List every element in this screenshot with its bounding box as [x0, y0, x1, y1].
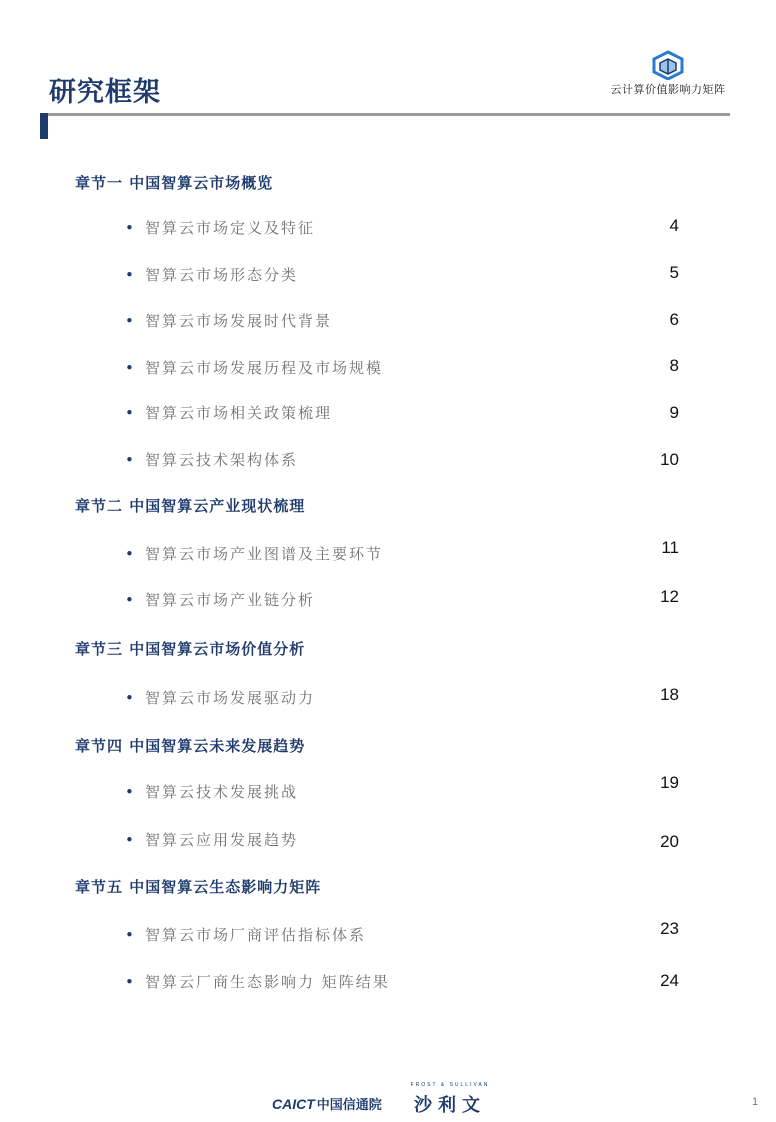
toc-item-page: 18 — [660, 685, 679, 704]
bullet-icon: • — [125, 219, 134, 237]
toc-item-label: 智算云市场厂商评估指标体系 — [145, 926, 367, 944]
page-title: 研究框架 — [49, 77, 161, 108]
toc-item[interactable] — [125, 919, 685, 949]
toc-item[interactable] — [125, 587, 685, 614]
bullet-icon: • — [125, 312, 134, 330]
toc-item-label: 智算云市场形态分类 — [145, 266, 299, 284]
caict-logo-zh: 中国信通院 — [316, 1097, 382, 1112]
toc-item-page: 20 — [660, 832, 679, 851]
toc-item-label: 智算云市场发展历程及市场规模 — [145, 359, 384, 377]
toc-item-page: 6 — [669, 310, 679, 329]
toc-item-page: 19 — [660, 773, 679, 792]
toc-item-page: 24 — [660, 971, 679, 990]
bullet-icon: • — [125, 359, 134, 377]
header-divider — [44, 113, 730, 116]
frost-sullivan-logo-zh: 沙利文 — [414, 1095, 486, 1116]
toc-item-label: 智算云技术发展挑战 — [145, 783, 299, 801]
toc-item[interactable] — [125, 218, 685, 242]
header-accent-bar — [40, 113, 48, 139]
frost-sullivan-logo-en: FROST & SULLIVAN — [410, 1082, 490, 1088]
toc-item-page: 4 — [669, 216, 679, 235]
toc-item-page: 23 — [660, 919, 679, 938]
toc-item[interactable] — [125, 830, 685, 854]
toc-item-label: 智算云市场定义及特征 — [145, 219, 316, 237]
toc-item-page: 10 — [660, 450, 679, 469]
toc-item[interactable] — [125, 538, 685, 568]
toc-item[interactable] — [125, 450, 685, 474]
bullet-icon: • — [125, 266, 134, 284]
toc-item[interactable] — [125, 358, 685, 382]
toc-item[interactable] — [125, 972, 685, 996]
chapter-3-title[interactable]: 章节三 中国智算云市场价值分析 — [75, 640, 306, 658]
cube-logo-icon — [651, 50, 685, 80]
chapter-5-title[interactable]: 章节五 中国智算云生态影响力矩阵 — [75, 878, 322, 896]
toc-item-page: 8 — [669, 356, 679, 375]
toc-item[interactable] — [125, 403, 685, 427]
toc-item[interactable] — [125, 311, 685, 335]
toc-item-page: 9 — [669, 403, 679, 422]
chapter-1-title[interactable]: 章节一 中国智算云市场概览 — [75, 174, 274, 192]
frost-sullivan-logo — [404, 1082, 496, 1117]
caict-logo — [272, 1094, 382, 1114]
bullet-icon: • — [125, 689, 134, 707]
toc-item-label: 智算云技术架构体系 — [145, 451, 299, 469]
toc-item-label: 智算云市场发展时代背景 — [145, 312, 333, 330]
bullet-icon: • — [125, 545, 134, 563]
toc-item-page: 12 — [660, 587, 679, 606]
chapter-2-title[interactable]: 章节二 中国智算云产业现状梳理 — [75, 497, 306, 515]
bullet-icon: • — [125, 973, 134, 991]
bullet-icon: • — [125, 926, 134, 944]
bullet-icon: • — [125, 591, 134, 609]
toc-item-label: 智算云市场产业图谱及主要环节 — [145, 545, 384, 563]
toc-item-label: 智算云市场发展驱动力 — [145, 689, 316, 707]
toc-item-page: 5 — [669, 263, 679, 282]
logo-text: 云计算价值影响力矩阵 — [610, 83, 726, 96]
toc-item-label: 智算云应用发展趋势 — [145, 831, 299, 849]
toc-item-label: 智算云厂商生态影响力 矩阵结果 — [145, 973, 390, 991]
toc-item[interactable] — [125, 773, 685, 806]
bullet-icon: • — [125, 831, 134, 849]
toc-item-label: 智算云市场产业链分析 — [145, 591, 316, 609]
page-number: 1 — [752, 1096, 759, 1108]
caict-logo-en: CAICT — [272, 1096, 315, 1112]
cloud-matrix-logo — [608, 50, 728, 106]
toc-item[interactable] — [125, 265, 685, 289]
bullet-icon: • — [125, 404, 134, 422]
toc-item[interactable] — [125, 685, 685, 712]
bullet-icon: • — [125, 451, 134, 469]
toc-item-label: 智算云市场相关政策梳理 — [145, 404, 333, 422]
toc-item-page: 11 — [661, 538, 679, 557]
bullet-icon: • — [125, 783, 134, 801]
chapter-4-title[interactable]: 章节四 中国智算云未来发展趋势 — [75, 737, 306, 755]
